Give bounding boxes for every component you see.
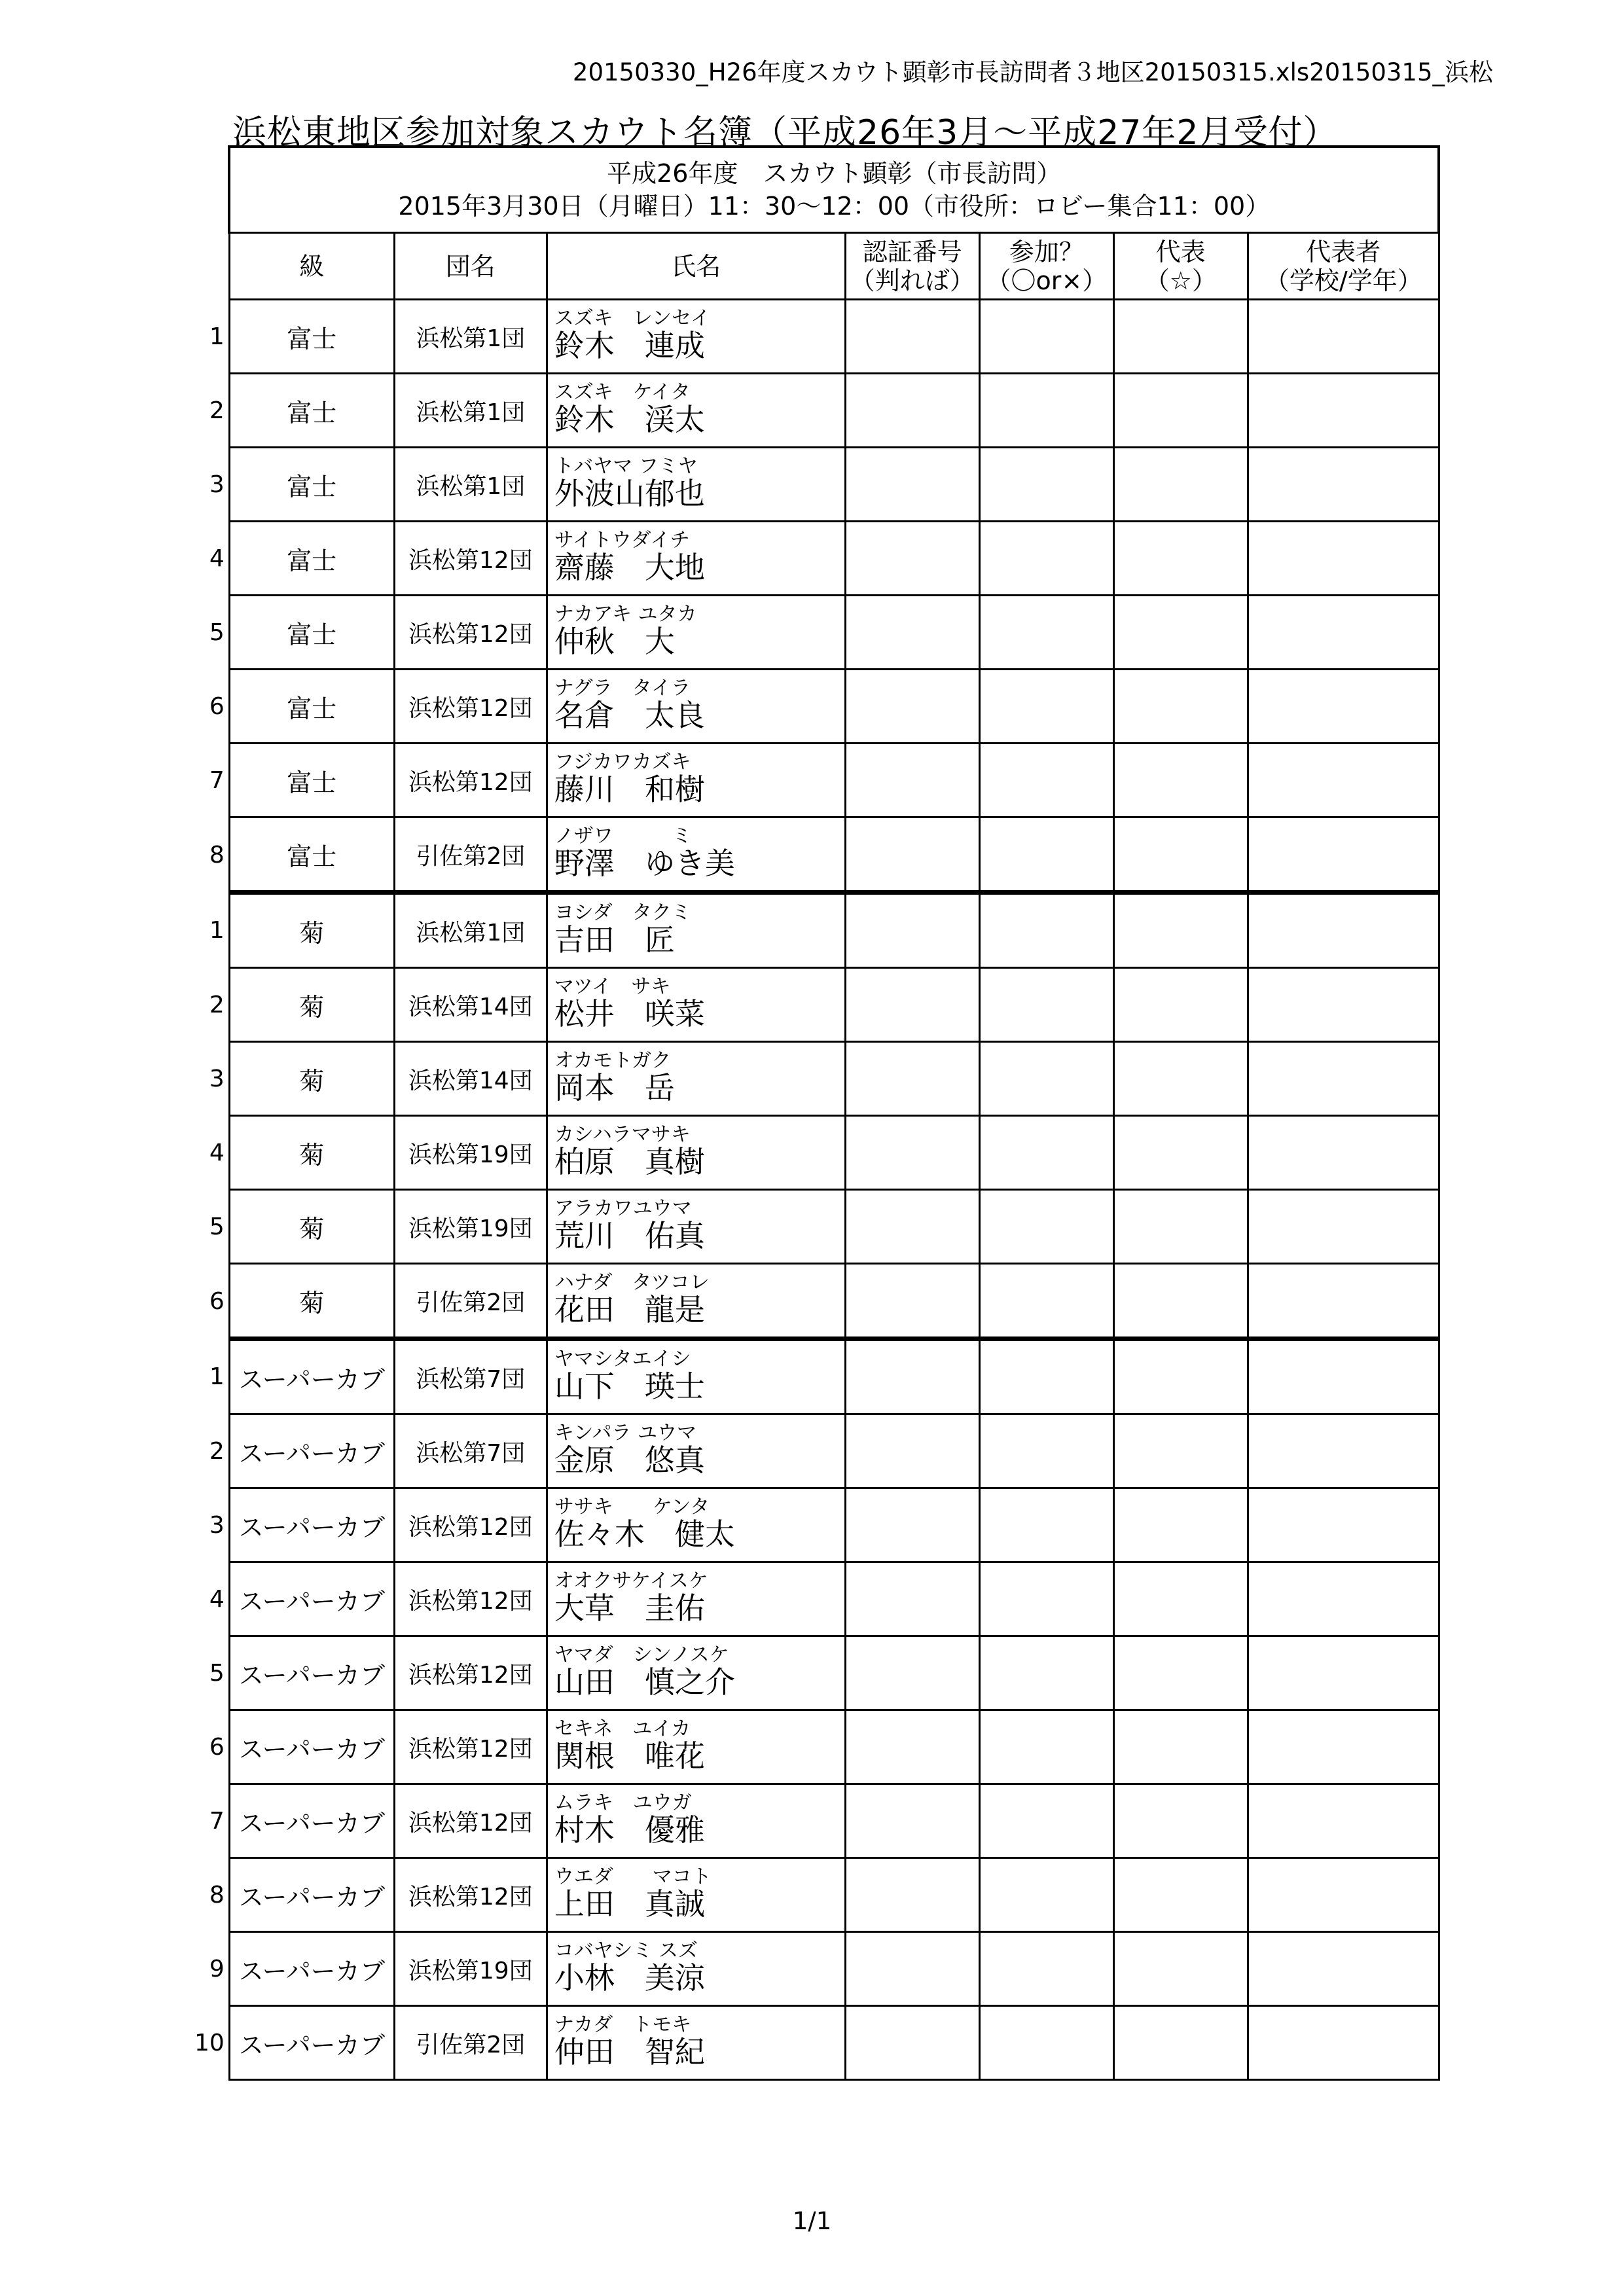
table-row — [194, 448, 1439, 522]
name-kanji: 小林 美涼 — [554, 1960, 705, 1996]
name-kanji: 山下 瑛士 — [554, 1369, 705, 1404]
row-number: 4 — [209, 1139, 225, 1166]
name-kanji: 花田 龍是 — [554, 1292, 705, 1327]
name-kanji: 金原 悠真 — [554, 1443, 705, 1478]
rank-cell: スーパーカブ — [229, 1414, 394, 1488]
table-row — [194, 670, 1439, 744]
attendance-cell[interactable] — [979, 1042, 1113, 1116]
name-kana: ヨシダ タクミ — [554, 901, 691, 924]
team-cell: 浜松第14団 — [394, 1042, 547, 1116]
name-cell — [547, 596, 845, 670]
attendance-cell[interactable] — [979, 1116, 1113, 1190]
representative-cell[interactable] — [1113, 1858, 1248, 1932]
representative-cell[interactable] — [1113, 817, 1248, 893]
cert-number-cell[interactable] — [845, 817, 979, 893]
rank-cell: 富士 — [229, 374, 394, 448]
cert-number-cell[interactable] — [845, 1116, 979, 1190]
representative-cell[interactable] — [1113, 374, 1248, 448]
col-header-rank: 級 — [229, 233, 394, 300]
attendance-cell[interactable] — [979, 300, 1113, 374]
team-cell: 浜松第19団 — [394, 1190, 547, 1264]
representative-school-cell[interactable] — [1248, 893, 1439, 968]
name-kana: ヤマダ シンノスケ — [554, 1643, 729, 1666]
table-row — [194, 1264, 1439, 1339]
representative-school-cell[interactable] — [1248, 1116, 1439, 1190]
attendance-cell[interactable] — [979, 1190, 1113, 1264]
col-header-repper-note: （学校/学年） — [1264, 266, 1422, 295]
team-cell: 浜松第12団 — [394, 1488, 547, 1562]
name-kanji: 佐々木 健太 — [554, 1516, 735, 1552]
representative-school-cell[interactable] — [1248, 1488, 1439, 1562]
name-cell — [547, 1710, 845, 1784]
name-kana: セキネ ユイカ — [554, 1717, 691, 1740]
table-row — [194, 817, 1439, 893]
row-number: 8 — [209, 841, 225, 869]
col-header-rep-label: 代表 — [1155, 237, 1206, 266]
cert-number-cell[interactable] — [845, 1562, 979, 1636]
team-cell: 浜松第1団 — [394, 300, 547, 374]
name-kanji: 松井 咲菜 — [554, 996, 705, 1031]
representative-cell[interactable] — [1113, 522, 1248, 596]
representative-school-cell[interactable] — [1248, 1414, 1439, 1488]
name-kana: アラカワユウマ — [554, 1197, 692, 1220]
name-cell — [547, 1784, 845, 1858]
representative-school-cell[interactable] — [1248, 1858, 1439, 1932]
representative-school-cell[interactable] — [1248, 968, 1439, 1042]
name-cell — [547, 1190, 845, 1264]
name-cell — [547, 1116, 845, 1190]
team-cell: 浜松第12団 — [394, 522, 547, 596]
name-kana: オオクサケイスケ — [554, 1570, 708, 1592]
team-cell: 浜松第19団 — [394, 1116, 547, 1190]
name-kanji: 村木 優雅 — [554, 1812, 705, 1848]
table-row — [194, 1190, 1439, 1264]
attendance-cell[interactable] — [979, 670, 1113, 744]
name-kana: ウエダ マコト — [554, 1865, 712, 1888]
cert-number-cell[interactable] — [845, 968, 979, 1042]
attendance-cell[interactable] — [979, 1562, 1113, 1636]
row-number: 2 — [209, 397, 225, 424]
cert-number-cell[interactable] — [845, 1339, 979, 1414]
name-kana: ムラキ ユウガ — [554, 1791, 692, 1814]
name-kana: ノザワ ミ — [554, 825, 692, 848]
rank-cell: 富士 — [229, 300, 394, 374]
rank-cell: 菊 — [229, 968, 394, 1042]
attendance-cell[interactable] — [979, 1636, 1113, 1710]
representative-cell[interactable] — [1113, 1190, 1248, 1264]
cert-number-cell[interactable] — [845, 596, 979, 670]
representative-school-cell[interactable] — [1248, 300, 1439, 374]
table-row — [194, 2006, 1439, 2080]
attendance-cell[interactable] — [979, 817, 1113, 893]
representative-cell[interactable] — [1113, 1414, 1248, 1488]
team-cell: 浜松第12団 — [394, 1562, 547, 1636]
representative-school-cell[interactable] — [1248, 1784, 1439, 1858]
row-number: 7 — [209, 766, 225, 794]
row-number: 4 — [209, 545, 225, 572]
team-cell: 浜松第12団 — [394, 1784, 547, 1858]
name-kana: ヤマシタエイシ — [554, 1348, 691, 1371]
cert-number-cell[interactable] — [845, 744, 979, 817]
table-row — [194, 1636, 1439, 1710]
team-cell: 浜松第7団 — [394, 1339, 547, 1414]
attendance-cell[interactable] — [979, 1932, 1113, 2006]
representative-school-cell[interactable] — [1248, 1190, 1439, 1264]
cert-number-cell[interactable] — [845, 893, 979, 968]
name-cell — [547, 893, 845, 968]
representative-school-cell[interactable] — [1248, 374, 1439, 448]
cert-number-cell[interactable] — [845, 1710, 979, 1784]
row-number: 9 — [209, 1955, 225, 1982]
name-kana: フジカワカズキ — [554, 751, 691, 774]
attendance-cell[interactable] — [979, 596, 1113, 670]
table-row — [194, 1116, 1439, 1190]
name-kana: コバヤシミ スズ — [554, 1939, 698, 1962]
rank-cell: スーパーカブ — [229, 1710, 394, 1784]
table-row — [194, 1562, 1439, 1636]
representative-cell[interactable] — [1113, 1488, 1248, 1562]
attendance-cell[interactable] — [979, 374, 1113, 448]
col-header-attend-label: 参加？ — [1009, 237, 1084, 266]
row-number: 1 — [209, 323, 225, 350]
team-cell: 引佐第2団 — [394, 2006, 547, 2080]
col-header-rep — [1113, 233, 1248, 300]
name-kanji: 岡本 岳 — [554, 1070, 675, 1105]
name-kana: キンパラ ユウマ — [554, 1422, 696, 1444]
table-row — [194, 1858, 1439, 1932]
name-cell — [547, 1932, 845, 2006]
column-header-row — [194, 233, 1439, 300]
event-name: 平成26年度 スカウト顕彰（市長訪問） — [607, 159, 1062, 188]
table-row — [194, 522, 1439, 596]
attendance-cell[interactable] — [979, 448, 1113, 522]
col-header-cert — [845, 233, 979, 300]
attendance-cell[interactable] — [979, 1414, 1113, 1488]
representative-school-cell[interactable] — [1248, 522, 1439, 596]
row-number: 6 — [209, 1287, 225, 1315]
row-number: 6 — [209, 1733, 225, 1761]
name-cell — [547, 1339, 845, 1414]
rank-cell: 菊 — [229, 1116, 394, 1190]
representative-cell[interactable] — [1113, 1932, 1248, 2006]
name-kanji: 荒川 佑真 — [554, 1218, 705, 1253]
attendance-cell[interactable] — [979, 1858, 1113, 1932]
name-kanji: 山田 慎之介 — [554, 1664, 735, 1700]
attendance-cell[interactable] — [979, 522, 1113, 596]
cert-number-cell[interactable] — [845, 374, 979, 448]
attendance-cell[interactable] — [979, 893, 1113, 968]
name-cell — [547, 1562, 845, 1636]
name-kanji: 仲秋 大 — [554, 624, 675, 659]
team-cell: 浜松第12団 — [394, 596, 547, 670]
row-number: 2 — [209, 1437, 225, 1465]
row-number: 3 — [209, 1065, 225, 1092]
col-header-name: 氏名 — [547, 233, 845, 300]
cert-number-cell[interactable] — [845, 1190, 979, 1264]
name-kanji: 柏原 真樹 — [554, 1144, 705, 1179]
team-cell: 引佐第2団 — [394, 1264, 547, 1339]
table-row — [194, 744, 1439, 817]
team-cell: 浜松第1団 — [394, 893, 547, 968]
cert-number-cell[interactable] — [845, 1488, 979, 1562]
representative-school-cell[interactable] — [1248, 1042, 1439, 1116]
name-kanji: 鈴木 渓太 — [554, 402, 705, 437]
name-cell — [547, 1042, 845, 1116]
representative-school-cell[interactable] — [1248, 744, 1439, 817]
table-row — [194, 596, 1439, 670]
rank-cell: 富士 — [229, 817, 394, 893]
cert-number-cell[interactable] — [845, 1414, 979, 1488]
roster-table — [194, 145, 1440, 2081]
table-row — [194, 1339, 1439, 1414]
table-row — [194, 300, 1439, 374]
col-header-cert-label: 認証番号 — [862, 237, 962, 266]
name-kana: ナカアキ ユタカ — [554, 603, 697, 626]
attendance-cell[interactable] — [979, 1339, 1113, 1414]
col-header-repper — [1248, 233, 1439, 300]
name-kana: スズキ ケイタ — [554, 381, 691, 404]
document-title: 浜松東地区参加対象スカウト名簿（平成26年3月～平成27年2月受付） — [232, 113, 1338, 152]
representative-school-cell[interactable] — [1248, 596, 1439, 670]
attendance-cell[interactable] — [979, 1784, 1113, 1858]
row-number: 3 — [209, 471, 225, 498]
rank-cell: スーパーカブ — [229, 1858, 394, 1932]
rank-cell: 富士 — [229, 670, 394, 744]
name-kanji: 藤川 和樹 — [554, 772, 705, 807]
name-kanji: 吉田 匠 — [554, 922, 675, 958]
name-cell — [547, 1414, 845, 1488]
representative-school-cell[interactable] — [1248, 1932, 1439, 2006]
representative-school-cell[interactable] — [1248, 1636, 1439, 1710]
representative-cell[interactable] — [1113, 1264, 1248, 1339]
name-kanji: 名倉 太良 — [554, 698, 705, 733]
name-kana: カシハラマサキ — [554, 1123, 691, 1146]
team-cell: 浜松第12団 — [394, 1710, 547, 1784]
representative-cell[interactable] — [1113, 596, 1248, 670]
name-kana: スズキ レンセイ — [554, 307, 711, 330]
attendance-cell[interactable] — [979, 1264, 1113, 1339]
row-number: 5 — [209, 1659, 225, 1687]
cert-number-cell[interactable] — [845, 1042, 979, 1116]
row-number: 6 — [209, 692, 225, 720]
col-header-attend — [979, 233, 1113, 300]
event-header-row — [194, 147, 1439, 233]
col-header-attend-note: （〇or×） — [986, 266, 1108, 295]
rank-cell: 富士 — [229, 744, 394, 817]
table-row — [194, 1488, 1439, 1562]
cert-number-cell[interactable] — [845, 522, 979, 596]
row-number: 8 — [209, 1881, 225, 1909]
col-header-cert-note: （判れば） — [850, 266, 975, 295]
name-cell — [547, 744, 845, 817]
table-row — [194, 1710, 1439, 1784]
name-cell — [547, 1488, 845, 1562]
name-kanji: 仲田 智紀 — [554, 2034, 705, 2070]
col-header-rep-note: （☆） — [1144, 266, 1217, 295]
rank-cell: スーパーカブ — [229, 2006, 394, 2080]
rank-cell: 菊 — [229, 1042, 394, 1116]
representative-cell[interactable] — [1113, 1562, 1248, 1636]
cert-number-cell[interactable] — [845, 1932, 979, 2006]
representative-cell[interactable] — [1113, 1636, 1248, 1710]
name-cell — [547, 1858, 845, 1932]
team-cell: 浜松第1団 — [394, 448, 547, 522]
name-kanji: 上田 真誠 — [554, 1886, 705, 1922]
representative-cell[interactable] — [1113, 670, 1248, 744]
name-kana: マツイ サキ — [554, 975, 671, 998]
row-number: 3 — [209, 1511, 225, 1539]
representative-cell[interactable] — [1113, 448, 1248, 522]
event-datetime: 2015年3月30日（月曜日）11：30～12：00（市役所：ロビー集合11：00） — [398, 192, 1271, 221]
attendance-cell[interactable] — [979, 1488, 1113, 1562]
rank-cell: スーパーカブ — [229, 1488, 394, 1562]
name-cell — [547, 448, 845, 522]
name-kanji: 野澤 ゆき美 — [554, 846, 735, 881]
name-cell — [547, 2006, 845, 2080]
representative-school-cell[interactable] — [1248, 670, 1439, 744]
rank-cell: 菊 — [229, 893, 394, 968]
cert-number-cell[interactable] — [845, 1784, 979, 1858]
row-number: 1 — [209, 1363, 225, 1390]
rank-cell: スーパーカブ — [229, 1562, 394, 1636]
representative-cell[interactable] — [1113, 2006, 1248, 2080]
name-kana: ナグラ タイラ — [554, 677, 691, 700]
row-number: 5 — [209, 619, 225, 646]
cert-number-cell[interactable] — [845, 1858, 979, 1932]
name-cell — [547, 1264, 845, 1339]
cert-number-cell[interactable] — [845, 1636, 979, 1710]
team-cell: 浜松第7団 — [394, 1414, 547, 1488]
rank-cell: スーパーカブ — [229, 1339, 394, 1414]
name-cell — [547, 374, 845, 448]
team-cell: 浜松第12団 — [394, 1636, 547, 1710]
row-number: 1 — [209, 916, 225, 944]
name-kana: オカモトガク — [554, 1049, 672, 1072]
representative-school-cell[interactable] — [1248, 1339, 1439, 1414]
name-kana: ナカダ トモキ — [554, 2013, 692, 2036]
row-number: 7 — [209, 1807, 225, 1835]
name-kanji: 齋藤 大地 — [554, 550, 705, 585]
name-kanji: 関根 唯花 — [554, 1738, 705, 1774]
team-cell: 浜松第12団 — [394, 670, 547, 744]
table-row — [194, 374, 1439, 448]
representative-cell[interactable] — [1113, 744, 1248, 817]
name-cell — [547, 670, 845, 744]
representative-school-cell[interactable] — [1248, 817, 1439, 893]
row-number: 10 — [194, 2029, 225, 2056]
rank-cell: スーパーカブ — [229, 1932, 394, 2006]
attendance-cell[interactable] — [979, 2006, 1113, 2080]
rank-cell: 富士 — [229, 522, 394, 596]
team-cell: 浜松第19団 — [394, 1932, 547, 2006]
name-cell — [547, 817, 845, 893]
file-header: 20150330_H26年度スカウト顕彰市長訪問者３地区20150315.xls20150315_浜松 — [572, 58, 1493, 86]
table-row — [194, 893, 1439, 968]
representative-school-cell[interactable] — [1248, 2006, 1439, 2080]
team-cell: 浜松第14団 — [394, 968, 547, 1042]
row-number: 5 — [209, 1213, 225, 1240]
name-cell — [547, 1636, 845, 1710]
attendance-cell[interactable] — [979, 968, 1113, 1042]
name-kana: ササキ ケンタ — [554, 1496, 710, 1518]
table-row — [194, 1042, 1439, 1116]
attendance-cell[interactable] — [979, 1710, 1113, 1784]
representative-cell[interactable] — [1113, 300, 1248, 374]
representative-school-cell[interactable] — [1248, 1562, 1439, 1636]
rank-cell: 富士 — [229, 596, 394, 670]
team-cell: 浜松第1団 — [394, 374, 547, 448]
team-cell: 浜松第12団 — [394, 744, 547, 817]
rank-cell: 菊 — [229, 1190, 394, 1264]
name-cell — [547, 968, 845, 1042]
table-row — [194, 968, 1439, 1042]
representative-cell[interactable] — [1113, 1710, 1248, 1784]
event-info — [229, 147, 1439, 233]
representative-school-cell[interactable] — [1248, 448, 1439, 522]
cert-number-cell[interactable] — [845, 670, 979, 744]
table-row — [194, 1784, 1439, 1858]
cert-number-cell[interactable] — [845, 2006, 979, 2080]
representative-cell[interactable] — [1113, 893, 1248, 968]
attendance-cell[interactable] — [979, 744, 1113, 817]
representative-cell[interactable] — [1113, 1116, 1248, 1190]
name-cell — [547, 300, 845, 374]
cert-number-cell[interactable] — [845, 448, 979, 522]
col-header-repper-label: 代表者 — [1306, 237, 1381, 266]
name-cell — [547, 522, 845, 596]
representative-cell[interactable] — [1113, 1339, 1248, 1414]
name-kana: ハナダ タツコレ — [554, 1271, 710, 1294]
representative-cell[interactable] — [1113, 1784, 1248, 1858]
representative-cell[interactable] — [1113, 1042, 1248, 1116]
rank-cell: スーパーカブ — [229, 1636, 394, 1710]
name-kanji: 鈴木 連成 — [554, 328, 705, 363]
name-kanji: 外波山郁也 — [554, 476, 705, 511]
table-row — [194, 1414, 1439, 1488]
team-cell: 浜松第12団 — [394, 1858, 547, 1932]
name-kanji: 大草 圭佑 — [554, 1590, 705, 1626]
name-kana: サイトウダイチ — [554, 529, 690, 552]
rank-cell: 富士 — [229, 448, 394, 522]
col-header-team: 団名 — [394, 233, 547, 300]
cert-number-cell[interactable] — [845, 1264, 979, 1339]
representative-cell[interactable] — [1113, 968, 1248, 1042]
representative-school-cell[interactable] — [1248, 1264, 1439, 1339]
row-number: 2 — [209, 991, 225, 1018]
rank-cell: 菊 — [229, 1264, 394, 1339]
table-row — [194, 1932, 1439, 2006]
name-kana: トバヤマ フミヤ — [554, 455, 698, 478]
row-number: 4 — [209, 1585, 225, 1613]
page-number: 1/1 — [792, 2207, 832, 2235]
rank-cell: スーパーカブ — [229, 1784, 394, 1858]
team-cell: 引佐第2団 — [394, 817, 547, 893]
representative-school-cell[interactable] — [1248, 1710, 1439, 1784]
cert-number-cell[interactable] — [845, 300, 979, 374]
